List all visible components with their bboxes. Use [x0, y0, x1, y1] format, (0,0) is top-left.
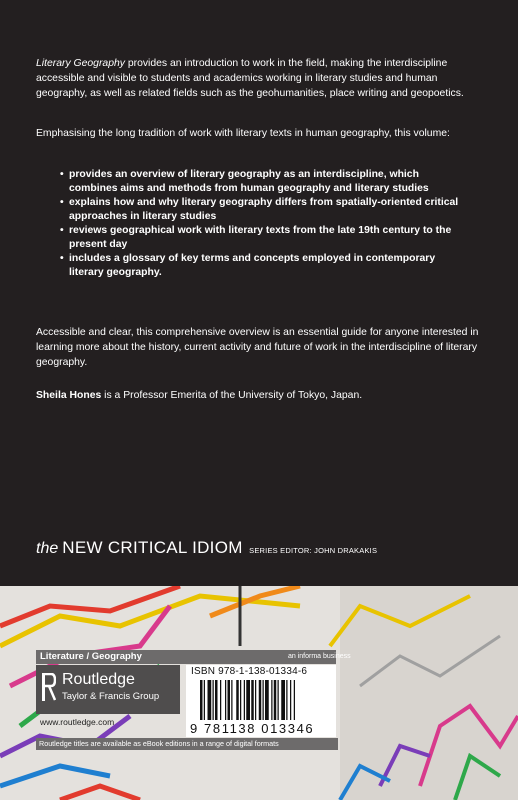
publisher-url[interactable]: www.routledge.com: [40, 717, 115, 727]
bullet-icon: •: [60, 253, 64, 264]
routledge-logo-icon: [42, 673, 56, 701]
author-bio-text: is a Professor Emerita of the University of Tokyo, Japan.: [101, 390, 363, 401]
series-the: the: [36, 540, 59, 557]
feature-list: [60, 168, 460, 280]
isbn-block: [186, 665, 336, 737]
barcode-icon: [200, 680, 328, 720]
informa-label: an informa business: [288, 653, 351, 660]
category-bar: Literature / Geography: [36, 650, 336, 664]
isbn-number: ISBN 978-1-138-01334-6: [191, 666, 308, 677]
list-item: • provides an overview of literary geography as an interdiscipline, which combines aims and methods from human geography and literary studies: [60, 169, 429, 194]
author-bio: [36, 388, 486, 403]
list-item: • explains how and why literary geography differs from spatially-oriented critical approaches in literary studies: [60, 197, 459, 222]
publisher-name: Routledge: [62, 671, 135, 688]
barcode-digits: 9 781138 013346: [190, 721, 315, 736]
author-name: Sheila Hones: [36, 390, 102, 401]
list-item: • includes a glossary of key terms and concepts employed in contemporary literary geography.: [60, 253, 436, 278]
publisher-subtitle: Taylor & Francis Group: [62, 691, 160, 702]
intro-paragraph: [36, 56, 486, 101]
series-title: [36, 538, 377, 558]
book-title-italic: Literary Geography: [36, 58, 125, 69]
publisher-logo: [36, 665, 180, 714]
series-editor: SERIES EDITOR: JOHN DRAKAKIS: [249, 546, 378, 555]
series-name: NEW CRITICAL IDIOM: [62, 538, 243, 557]
ebook-note: Routledge titles are available as eBook editions in a range of digital formats: [36, 738, 338, 750]
list-item: • reviews geographical work with literary texts from the late 19th century to the present day: [60, 225, 452, 250]
intro-paragraph-text: provides an introduction to work in the field, making the interdiscipline accessible and visible to students and academics working in literary studies and human geography, as well as related fields such as the geohumanities, place writing and geopoetics.: [36, 58, 464, 99]
bullet-icon: •: [60, 197, 64, 208]
bullet-icon: •: [60, 169, 64, 180]
emphasis-paragraph: Emphasising the long tradition of work with literary texts in human geography, this volume:: [36, 128, 450, 139]
bullet-icon: •: [60, 225, 64, 236]
summary-paragraph: Accessible and clear, this comprehensive overview is an essential guide for anyone interested in learning more about the history, current activity and future of work in the interdiscipline of literary geography.: [36, 327, 479, 368]
